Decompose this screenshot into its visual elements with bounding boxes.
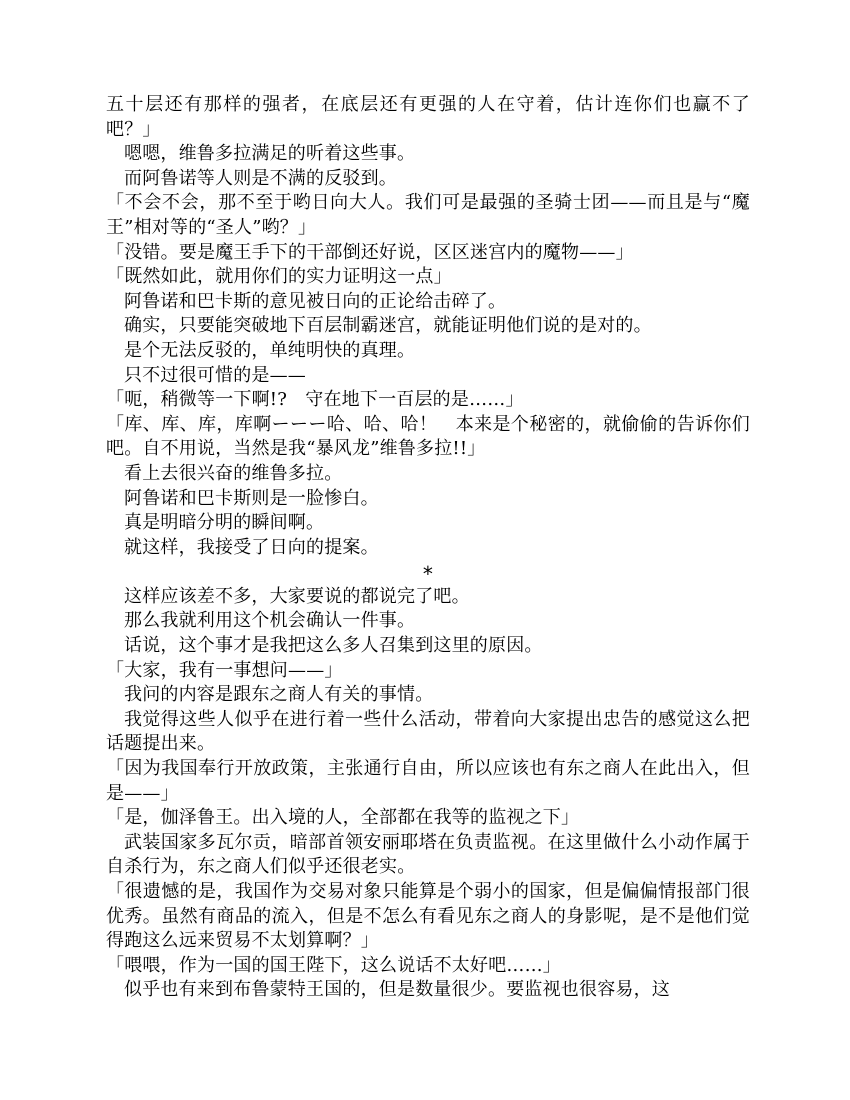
paragraph: 这样应该差不多，大家要说的都说完了吧。 — [124, 585, 470, 607]
paragraph: 是个无法反驳的，单纯明快的真理。 — [124, 339, 416, 361]
dialogue-paragraph: 「既然如此，就用你们的实力证明这一点」 — [106, 266, 452, 288]
paragraph: 嗯嗯，维鲁多拉满足的听着这些事。 — [124, 143, 416, 165]
dialogue-paragraph: 「库、库、库，库啊ーーー哈、哈、哈！ 本来是个秘密的，就偷偷的告诉你们吧。自不用说，当然是我“暴风龙”维鲁多拉!!」 — [106, 413, 750, 460]
dialogue-paragraph: 「很遗憾的是，我国作为交易对象只能算是个弱小的国家，但是偏偏情报部门很优秀。虽然有商品的流入，但是不怎么有看见东之商人的身影呢，是不是他们觉得跑这么远来贸易不太划算啊？」 — [106, 881, 750, 952]
paragraph: 阿鲁诺和巴卡斯则是一脸惨白。 — [124, 487, 379, 509]
paragraph: 五十层还有那样的强者，在底层还有更强的人在守着，估计连你们也赢不了吧？」 — [106, 94, 750, 140]
paragraph: 似乎也有来到布鲁蒙特王国的，但是数量很少。要监视也很容易，这 — [124, 979, 670, 1001]
paragraph: 真是明暗分明的瞬间啊。 — [124, 512, 325, 534]
paragraph: 而阿鲁诺等人则是不满的反驳到。 — [124, 167, 397, 189]
dialogue-paragraph: 「是，伽泽鲁王。出入境的人，全部都在我等的监视之下」 — [106, 807, 580, 829]
paragraph: 话说，这个事才是我把这么多人召集到这里的原因。 — [124, 635, 543, 657]
section-separator: * — [422, 562, 434, 587]
dialogue-paragraph: 「喂喂，作为一国的国王陛下，这么说话不太好吧……」 — [106, 954, 561, 976]
dialogue-paragraph: 「呃，稍微等一下啊!? 守在地下一百层的是……」 — [106, 389, 524, 411]
paragraph: 我问的内容是跟东之商人有关的事情。 — [124, 684, 434, 706]
paragraph: 那么我就利用这个机会确认一件事。 — [124, 610, 416, 632]
paragraph: 我觉得这些人似乎在进行着一些什么活动，带着向大家提出忠告的感觉这么把话题提出来。 — [106, 708, 750, 755]
dialogue-paragraph: 「不会不会，那不至于哟日向大人。我们可是最强的圣骑士团——而且是与“魔王”相对等的“圣人”哟？」 — [106, 192, 750, 238]
paragraph: 看上去很兴奋的维鲁多拉。 — [124, 462, 343, 484]
dialogue-paragraph: 「没错。要是魔王手下的干部倒还好说，区区迷宫内的魔物——」 — [106, 241, 634, 263]
paragraph: 确实，只要能突破地下百层制霸迷宫，就能证明他们说的是对的。 — [124, 315, 652, 337]
paragraph: 武装国家多瓦尔贡，暗部首领安丽耶塔在负责监视。在这里做什么小动作属于自杀行为，东之商人们似乎还很老实。 — [106, 831, 750, 878]
dialogue-paragraph: 「大家，我有一事想问——」 — [106, 659, 343, 681]
paragraph: 阿鲁诺和巴卡斯的意见被日向的正论给击碎了。 — [124, 290, 507, 312]
paragraph: 只不过很可惜的是—— — [124, 364, 306, 386]
paragraph: 就这样，我接受了日向的提案。 — [124, 536, 379, 558]
dialogue-paragraph: 「因为我国奉行开放政策，主张通行自由，所以应该也有东之商人在此出入，但是——」 — [106, 758, 750, 804]
